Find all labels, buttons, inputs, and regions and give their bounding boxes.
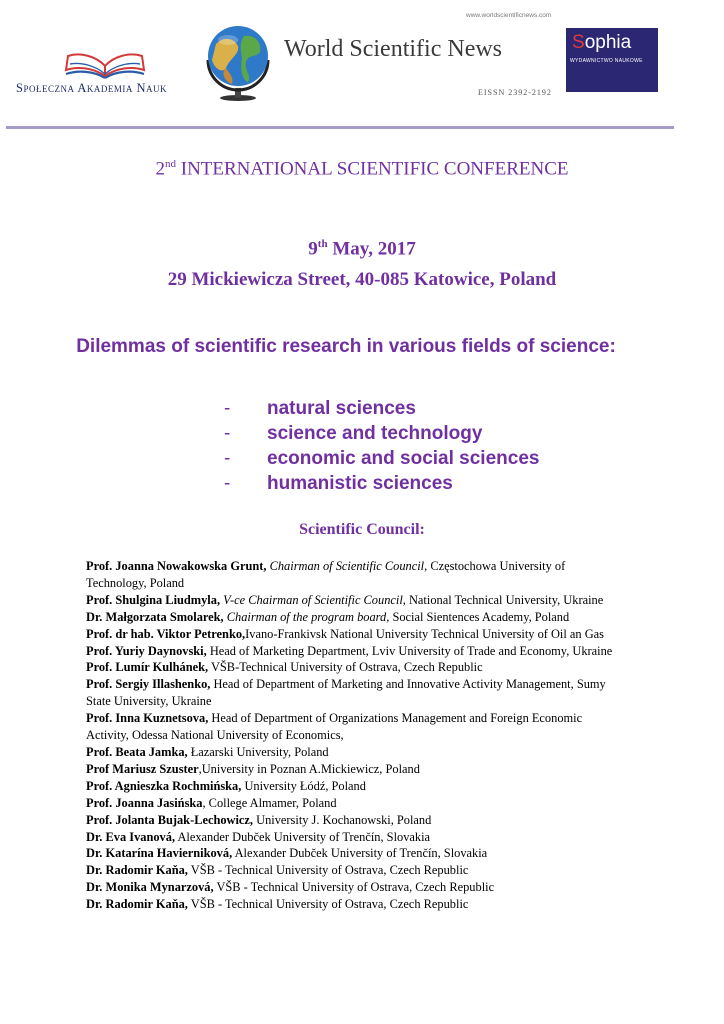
publisher-logo	[566, 28, 658, 92]
member-affiliation: , College Almamer, Poland	[202, 795, 337, 810]
member-name: Prof. Inna Kuznetsova,	[86, 711, 209, 726]
topic-label: science and technology	[267, 423, 483, 444]
eissn-number: EISSN 2392-2192	[478, 88, 552, 97]
council-heading: Scientific Council:	[299, 521, 425, 538]
member-role: V-ce Chairman of Scientific Council,	[220, 592, 406, 607]
academy-name: Społeczna Akademia Nauk	[16, 81, 168, 95]
council-member	[86, 676, 618, 710]
member-name: Dr. Eva Ivanová,	[86, 829, 176, 844]
council-member	[86, 659, 618, 676]
conference-ordinal: 2	[155, 158, 165, 180]
member-affiliation: VŠB - Technical University of Ostrava, Czech Republic	[213, 880, 495, 895]
council-member	[86, 609, 618, 626]
academy-logo	[10, 40, 210, 100]
publisher-subtitle: WYDAWNICTWO NAUKOWE	[570, 58, 643, 64]
member-name: Dr. Radomir Kaňa,	[86, 863, 188, 878]
member-name: Prof. Yuriy Daynovski,	[86, 643, 207, 658]
open-book-icon	[60, 48, 150, 80]
conference-ordinal-suffix: nd	[165, 158, 176, 170]
council-member	[86, 761, 618, 778]
member-affiliation: Head of Department of Marketing and Innovative Activity Management, Sumy State University, Ukraine	[86, 677, 606, 709]
conference-theme: Dilemmas of scientific research in various fields of science:	[76, 336, 616, 357]
council-member	[86, 710, 618, 744]
site-url: www.worldscientificnews.com	[466, 12, 552, 19]
topic-item: - humanistic sciences	[224, 473, 453, 494]
member-affiliation: VŠB-Technical University of Ostrava, Czech Republic	[208, 660, 483, 675]
council-member	[86, 829, 618, 846]
council-member	[86, 592, 618, 609]
council-member	[86, 879, 618, 896]
member-affiliation: VŠB - Technical University of Ostrava, Czech Republic	[187, 897, 469, 912]
member-affiliation: Social Sientences Academy, Poland	[389, 609, 570, 624]
topic-list	[224, 396, 539, 496]
council-member	[86, 896, 618, 913]
council-member	[86, 626, 618, 643]
conference-title-text: INTERNATIONAL SCIENTIFIC CONFERENCE	[176, 158, 569, 180]
member-affiliation: Head of Department of Organizations Management and Foreign Economic Activity, Odessa National University of Economics,	[86, 711, 583, 743]
member-name: Dr. Radomir Kaňa,	[86, 897, 188, 912]
member-affiliation: Ivano-Frankivsk National University Technical University of Oil an Gas	[245, 626, 604, 641]
council-member	[86, 845, 618, 862]
member-affiliation: Częstochowa University of Technology, Poland	[86, 559, 566, 590]
member-affiliation: ,University in Poznan A.Mickiewicz, Poland	[198, 761, 420, 776]
topic-item: - economic and social sciences	[224, 448, 540, 469]
journal-title: World Scientific News	[284, 36, 503, 62]
member-name: Prof. Sergiy Illashenko,	[86, 677, 211, 692]
topic-label: natural sciences	[267, 398, 416, 419]
member-role: Chairman of the program board,	[223, 609, 390, 624]
member-name: Prof. Joanna Jasińska	[86, 795, 203, 810]
council-member	[86, 862, 618, 879]
member-affiliation: Alexander Dubček University of Trenčín, Slovakia	[232, 846, 488, 861]
member-name: Prof. Joanna Nowakowska Grunt,	[86, 559, 267, 573]
member-affiliation: Head of Marketing Department, Lviv University of Trade and Economy, Ukraine	[206, 643, 613, 658]
header-divider	[6, 126, 674, 129]
member-name: Prof. Lumír Kulhánek,	[86, 660, 209, 675]
publisher-name: Sophia	[572, 32, 632, 53]
member-name: Dr. Monika Mynarzová,	[86, 880, 214, 895]
member-affiliation: VŠB - Technical University of Ostrava, Czech Republic	[187, 863, 469, 878]
conference-address: 29 Mickiewicza Street, 40-085 Katowice, Poland	[167, 269, 557, 290]
council-member	[86, 643, 618, 660]
member-name: Dr. Małgorzata Smolarek,	[86, 609, 224, 624]
member-affiliation: National Technical University, Ukraine	[405, 592, 604, 607]
member-affiliation: Łazarski University, Poland	[187, 744, 329, 759]
member-affiliation: University Łódź, Poland	[241, 778, 366, 793]
member-name: Prof Mariusz Szuster	[86, 761, 199, 776]
member-name: Prof. Jolanta Bujak-Lechowicz,	[86, 812, 254, 827]
member-name: Prof. dr hab. Viktor Petrenko,	[86, 626, 246, 641]
council-member-list	[86, 558, 618, 913]
page-header	[0, 0, 724, 130]
council-member	[86, 744, 618, 761]
member-role: Chairman of Scientific Council,	[266, 559, 428, 573]
topic-item: - natural sciences	[224, 398, 416, 419]
council-member	[86, 558, 618, 592]
globe-icon	[196, 18, 280, 102]
member-name: Prof. Agnieszka Rochmińska,	[86, 778, 242, 793]
topic-label: economic and social sciences	[267, 448, 540, 469]
member-affiliation: Alexander Dubček University of Trenčín, Slovakia	[175, 829, 431, 844]
member-name: Prof. Shulgina Liudmyla,	[86, 592, 221, 607]
date-month-year: May, 2017	[327, 238, 416, 260]
council-member	[86, 812, 618, 829]
conference-date	[0, 238, 724, 260]
topic-item: - science and technology	[224, 423, 483, 444]
member-name: Dr. Katarína Havierniková,	[86, 846, 233, 861]
council-member	[86, 795, 618, 812]
council-member	[86, 778, 618, 795]
date-day-suffix: th	[317, 238, 328, 250]
conference-title	[0, 158, 724, 180]
member-name: Prof. Beata Jamka,	[86, 744, 188, 759]
date-day: 9	[308, 238, 318, 260]
topic-label: humanistic sciences	[267, 473, 453, 494]
member-affiliation: University J. Kochanowski, Poland	[253, 812, 432, 827]
